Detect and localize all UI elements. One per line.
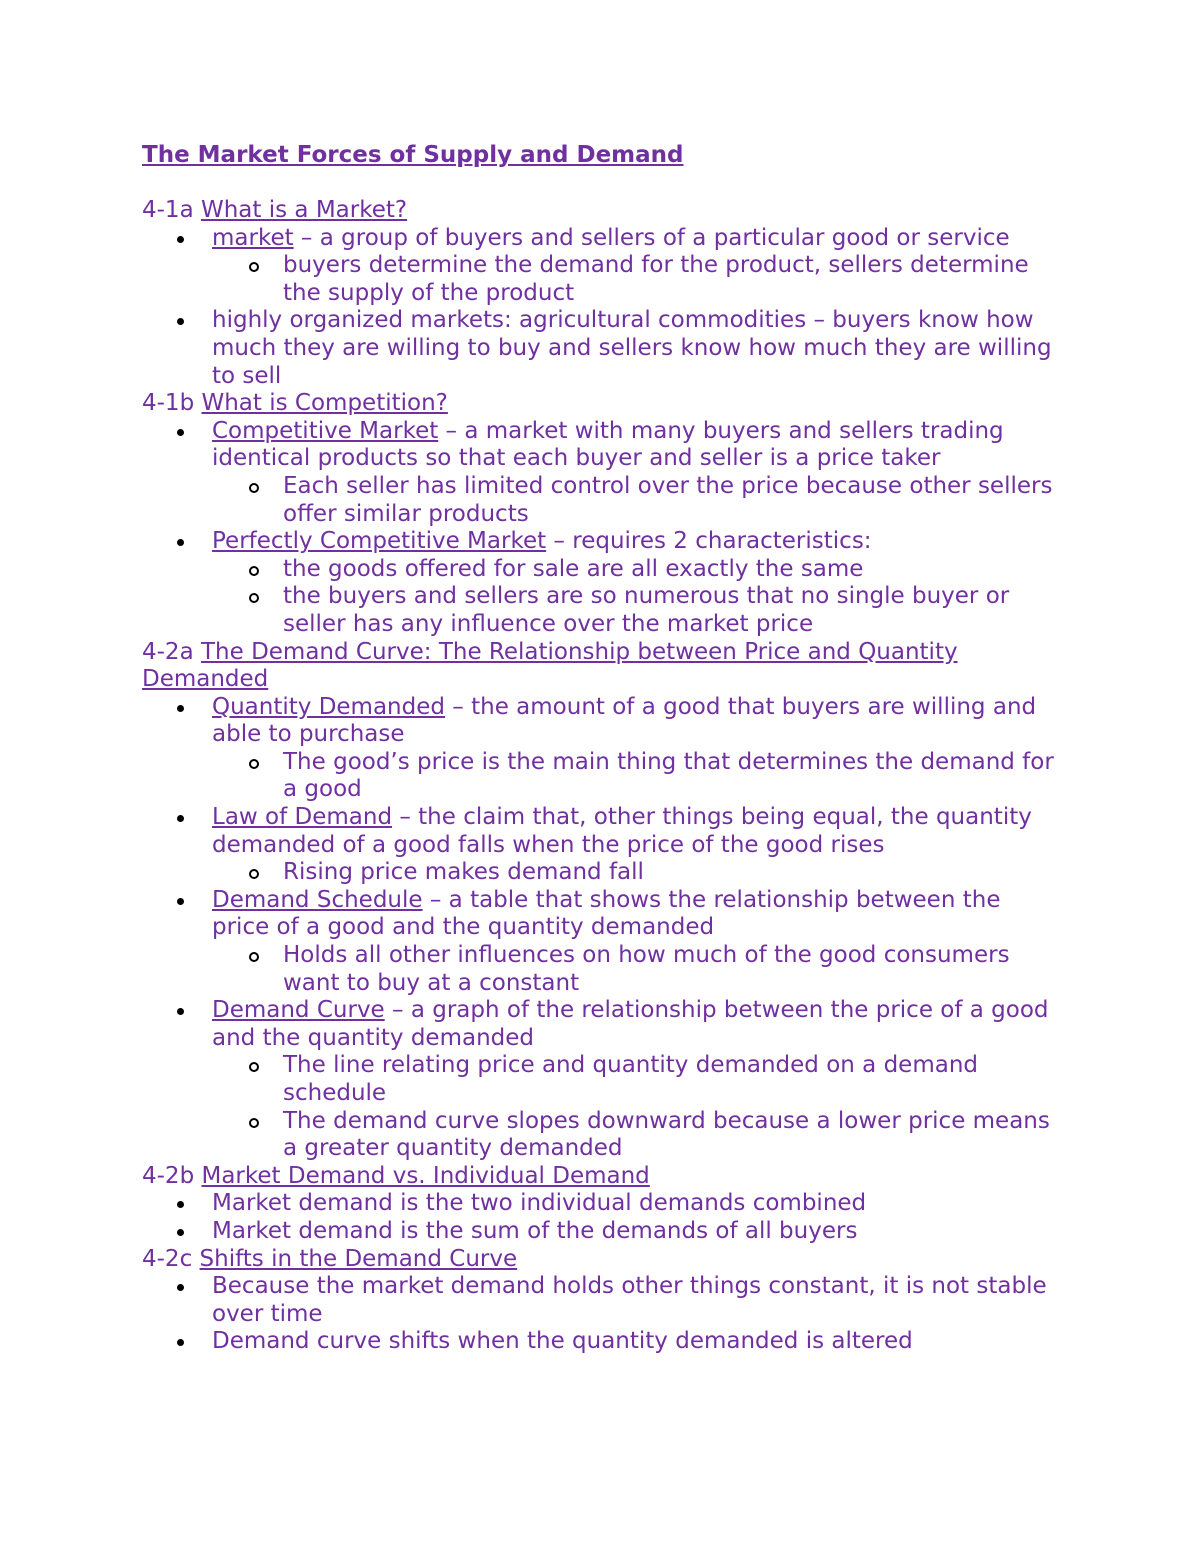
bullet-item <box>142 418 1062 528</box>
bullet-item <box>142 804 1062 887</box>
bullet-item <box>142 694 1062 804</box>
bullet-item <box>142 997 1062 1163</box>
bullet-list <box>142 418 1062 639</box>
sub-bullet-list <box>212 749 1062 804</box>
sub-bullet-item: Each seller has limited control over the price because other sellers offer similar products <box>212 473 1062 528</box>
definition: highly organized markets: agricultural commodities – buyers know how much they are willing to buy and sellers know how much they are willing to sell <box>212 307 1052 389</box>
term: market <box>212 224 294 251</box>
sub-bullet-list <box>212 252 1062 307</box>
sub-bullet-list <box>212 859 1062 887</box>
term: Quantity Demanded <box>212 693 445 720</box>
bullet-item <box>142 307 1062 390</box>
sub-bullet-item: the goods offered for sale are all exactly the same <box>212 556 1062 584</box>
definition: – requires 2 characteristics: <box>546 528 872 555</box>
bullet-item <box>142 1273 1062 1328</box>
section-title: Shifts in the Demand Curve <box>199 1245 518 1272</box>
bullet-item <box>142 528 1062 638</box>
definition: – a market with many buyers and sellers trading identical products so that each buyer and seller is a price taker <box>212 417 1004 472</box>
section-title: What is Competition? <box>201 390 448 417</box>
section-heading <box>142 1163 1062 1191</box>
term: Law of Demand <box>212 804 393 831</box>
sub-bullet-list <box>212 556 1062 639</box>
bullet-list <box>142 694 1062 1163</box>
section-heading <box>142 390 1062 418</box>
section-number: 4-2c <box>142 1245 193 1272</box>
sub-bullet-item: the buyers and sellers are so numerous that no single buyer or seller has any influence over the market price <box>212 583 1062 638</box>
bullet-list <box>142 1190 1062 1245</box>
term: Demand Curve <box>212 997 385 1024</box>
sub-bullet-item: buyers determine the demand for the product, sellers determine the supply of the product <box>212 252 1062 307</box>
sub-bullet-item: Rising price makes demand fall <box>212 859 1062 887</box>
section-heading <box>142 1246 1062 1274</box>
sub-bullet-list <box>212 473 1062 528</box>
document-body <box>142 140 1062 1356</box>
bullet-list <box>142 225 1062 391</box>
bullet-list <box>142 1273 1062 1356</box>
sub-bullet-list <box>212 1052 1062 1162</box>
definition: Demand curve shifts when the quantity demanded is altered <box>212 1328 913 1355</box>
section-heading <box>142 197 1062 225</box>
term: Demand Schedule <box>212 886 423 913</box>
definition: – the amount of a good that buyers are willing and able to purchase <box>212 693 1037 748</box>
section-number: 4-2a <box>142 638 194 665</box>
definition: – a graph of the relationship between the price of a good and the quantity demanded <box>212 997 1049 1051</box>
term: Competitive Market <box>212 417 439 444</box>
bullet-item <box>142 1190 1062 1218</box>
sub-bullet-item: The good’s price is the main thing that determines the demand for a good <box>212 749 1062 804</box>
bullet-item <box>142 1218 1062 1246</box>
definition: Because the market demand holds other things constant, it is not stable over time <box>212 1273 1047 1327</box>
document-title: The Market Forces of Supply and Demand <box>142 142 684 168</box>
section-title: What is a Market? <box>200 197 408 223</box>
bullet-item <box>142 1328 1062 1356</box>
term: Perfectly Competitive Market <box>212 528 547 555</box>
section-title: The Demand Curve: The Relationship between Price and Quantity Demanded <box>142 638 958 693</box>
section-heading <box>142 639 1062 694</box>
definition: Market demand is the two individual demands combined <box>212 1190 867 1217</box>
section-number: 4-2b <box>142 1162 195 1189</box>
bullet-item <box>142 225 1062 308</box>
section-number: 4-1a <box>142 197 194 223</box>
definition: – a group of buyers and sellers of a particular good or service <box>293 224 1010 251</box>
section-title: Market Demand vs. Individual Demand <box>201 1162 650 1189</box>
sub-bullet-item: The demand curve slopes downward because a lower price means a greater quantity demanded <box>212 1108 1062 1163</box>
bullet-item <box>142 887 1062 997</box>
section-number: 4-1b <box>142 390 195 417</box>
sub-bullet-item: Holds all other influences on how much of the good consumers want to buy at a constant <box>212 942 1062 997</box>
definition: – the claim that, other things being equal, the quantity demanded of a good falls when the price of the good rises <box>212 804 1032 858</box>
sub-bullet-list <box>212 942 1062 997</box>
sub-bullet-item: The line relating price and quantity demanded on a demand schedule <box>212 1052 1062 1107</box>
definition: Market demand is the sum of the demands of all buyers <box>212 1217 858 1244</box>
definition: – a table that shows the relationship between the price of a good and the quantity demanded <box>212 886 1001 941</box>
